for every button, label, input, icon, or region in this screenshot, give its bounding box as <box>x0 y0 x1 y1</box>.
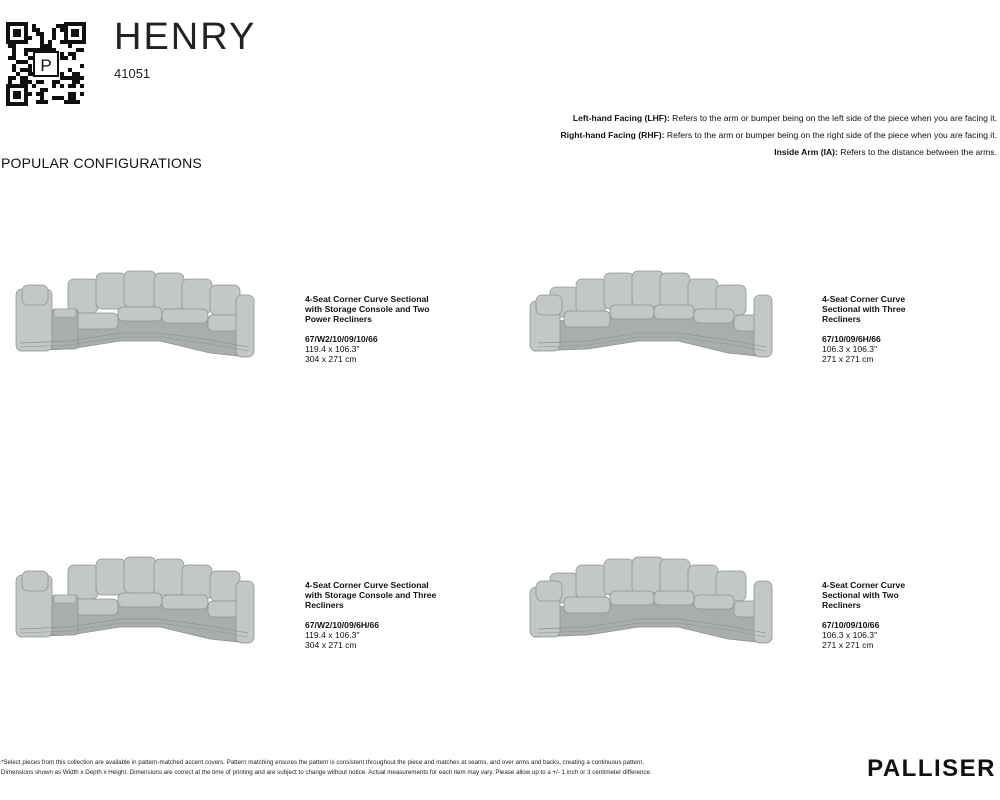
qr-code <box>6 22 86 106</box>
definitions <box>560 110 997 161</box>
config-code: 67/10/09/6H/66 <box>822 334 881 344</box>
config-image-2 <box>528 265 788 365</box>
config-name: 4-Seat Corner Curve Sectional with Storage Console and Two Power Recliners <box>305 294 430 324</box>
config-info-1 <box>305 294 429 364</box>
footnote-pattern: *Select pieces from this collection are available in pattern-matched accent covers. Pattern matching ensures the pattern is consistent throughout the piece and matches at seams, and over arms and backs, creating a continuous pattern. <box>1 759 645 766</box>
section-title: POPULAR CONFIGURATIONS <box>1 155 202 171</box>
config-name: 4-Seat Corner Curve Sectional with Three Recliners <box>822 294 906 324</box>
config-image-4 <box>528 551 788 651</box>
product-name: HENRY <box>114 16 257 58</box>
config-dims-in: 106.3 x 106.3" <box>822 630 878 640</box>
config-dims-in: 119.4 x 106.3" <box>305 344 360 354</box>
config-dims-cm: 304 x 271 cm <box>305 640 357 650</box>
footnote-dimensions: Dimensions shown as Width x Depth x Height. Dimensions are correct at the time of printing and are subject to change without notice. Actual measurements for each item may vary. Please allow up to a +/- 1 inch or 3 centimeter difference. <box>1 769 652 776</box>
config-code: 67/10/09/10/66 <box>822 620 880 630</box>
definition-rhf: Right-hand Facing (RHF): Refers to the arm or bumper being on the right side of the piece when you are facing it. <box>560 130 997 140</box>
definition-lhf: Left-hand Facing (LHF): Refers to the arm or bumper being on the left side of the piece when you are facing it. <box>572 113 997 123</box>
sofa-image <box>528 551 788 651</box>
config-dims-cm: 271 x 271 cm <box>822 354 874 364</box>
config-dims-in: 106.3 x 106.3" <box>822 344 878 354</box>
qr-center-letter: P <box>40 56 52 75</box>
sofa-image <box>10 265 270 365</box>
config-image-3 <box>10 551 270 651</box>
config-dims-in: 119.4 x 106.3" <box>305 630 360 640</box>
brand-logo: PALLISER <box>867 755 996 782</box>
config-name: 4-Seat Corner Curve Sectional with Two Recliners <box>822 580 906 610</box>
config-code: 67/W2/10/09/6H/66 <box>305 620 380 630</box>
config-code: 67/W2/10/09/10/66 <box>305 334 378 344</box>
config-name: 4-Seat Corner Curve Sectional with Storage Console and Three Recliners <box>305 580 437 610</box>
config-info-4 <box>822 580 905 650</box>
product-code: 41051 <box>114 66 151 81</box>
sofa-image <box>528 265 788 365</box>
config-dims-cm: 304 x 271 cm <box>305 354 357 364</box>
config-dims-cm: 271 x 271 cm <box>822 640 874 650</box>
sofa-image <box>10 551 270 651</box>
definition-ia: Inside Arm (IA): Refers to the distance between the arms. <box>774 147 997 157</box>
config-image-1 <box>10 265 270 365</box>
config-info-2 <box>822 294 906 364</box>
config-info-3 <box>305 580 436 650</box>
